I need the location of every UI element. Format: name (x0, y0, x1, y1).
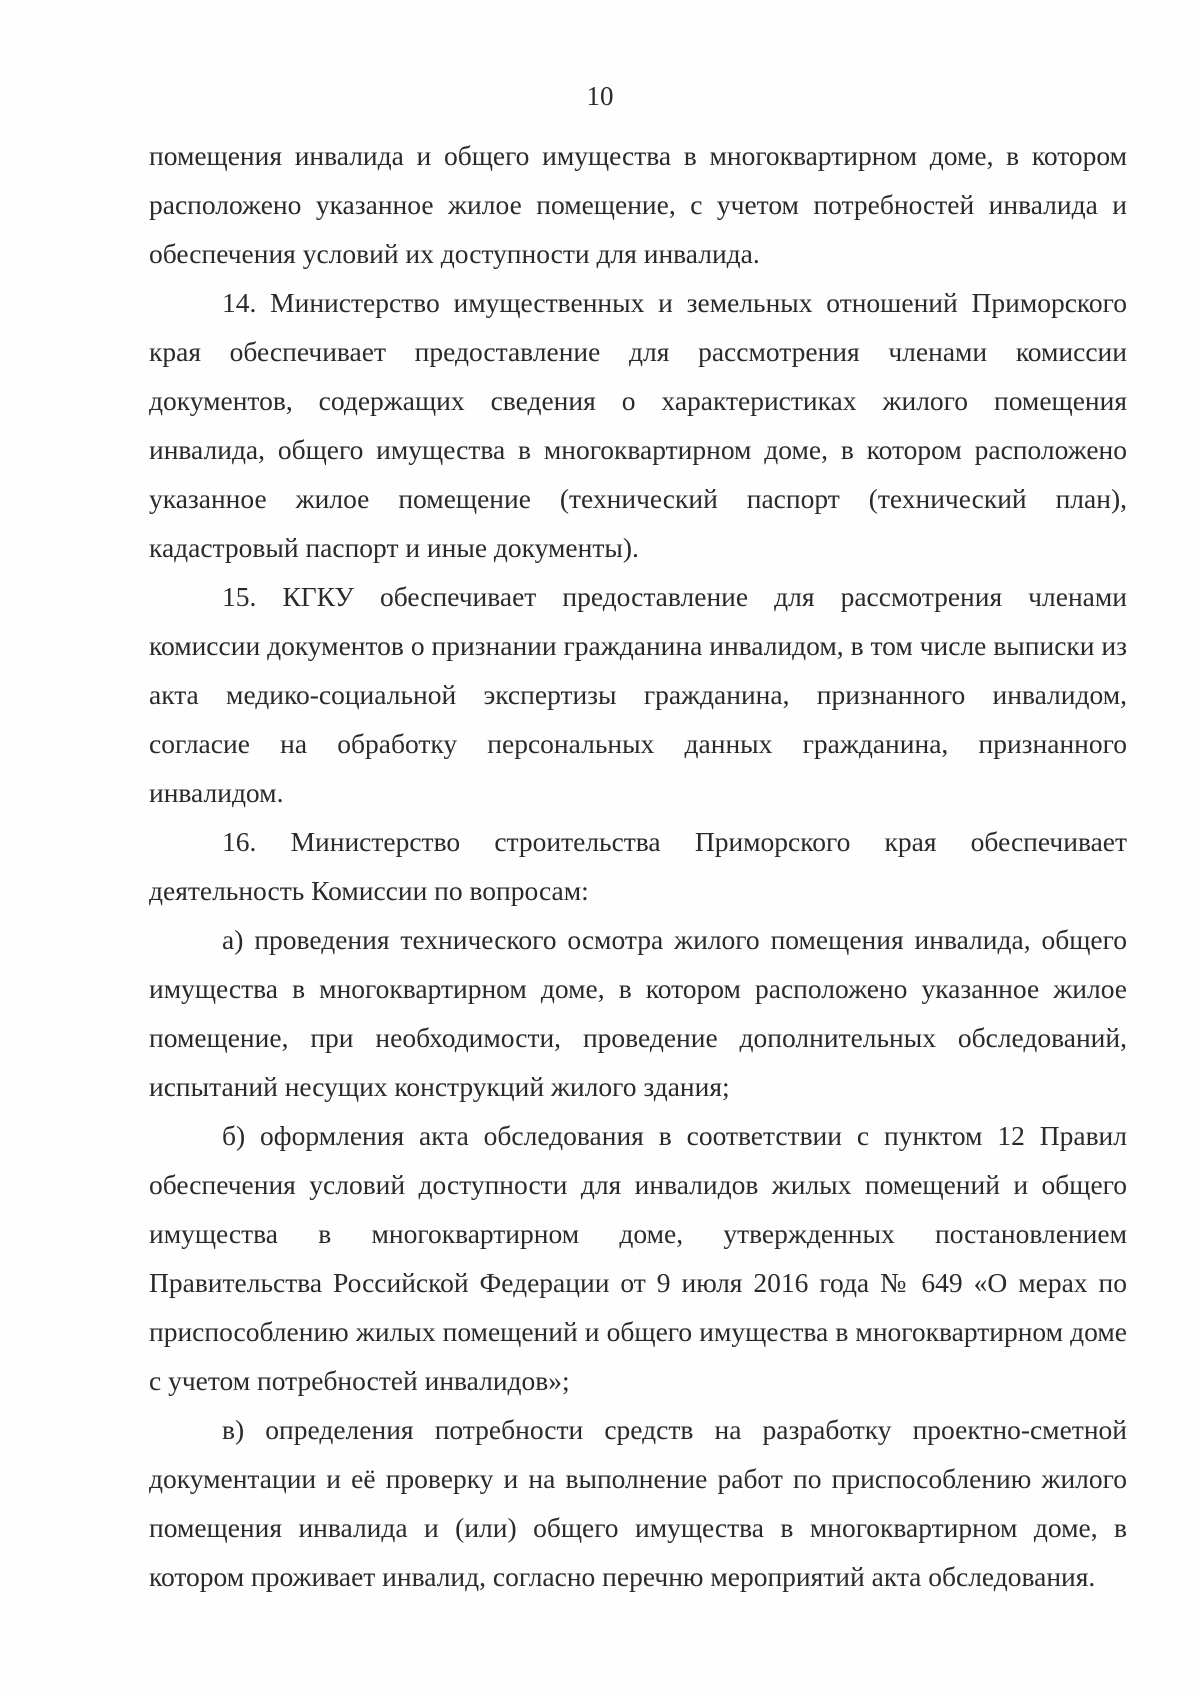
paragraph-subitem-b: б) оформления акта обследования в соответствии с пунктом 12 Правил обеспечения условий доступности для инвалидов жилых помещений и общего имущества в многоквартирном доме, утвержденных постановлением Правительства Российской Федерации от 9 июля 2016 года № 649 «О мерах по приспособлению жилых помещений и общего имущества в многоквартирном доме с учетом потребностей инвалидов»; (149, 1120, 1127, 1396)
paragraph-item-15: 15. КГКУ обеспечивает предоставление для рассмотрения членами комиссии документов о признании гражданина инвалидом, в том числе выписки из акта медико-социальной экспертизы гражданина, признанного инвалидом, согласие на обработку персональных данных гражданина, признанного инвалидом. (149, 581, 1127, 808)
paragraph-subitem-a: а) проведения технического осмотра жилого помещения инвалида, общего имущества в многоквартирном доме, в котором расположено указанное жилое помещение, при необходимости, проведение дополнительных обследований, испытаний несущих конструкций жилого здания; (149, 924, 1127, 1102)
page-number: 10 (586, 81, 614, 111)
document-body (149, 131, 1127, 1601)
paragraph-item-14: 14. Министерство имущественных и земельных отношений Приморского края обеспечивает предоставление для рассмотрения членами комиссии документов, содержащих сведения о характеристиках жилого помещения инвалида, общего имущества в многоквартирном доме, в котором расположено указанное жилое помещение (технический паспорт (технический план), кадастровый паспорт и иные документы). (149, 287, 1127, 563)
paragraph-continuation: помещения инвалида и общего имущества в многоквартирном доме, в котором расположено указанное жилое помещение, с учетом потребностей инвалида и обеспечения условий их доступности для инвалида. (149, 140, 1127, 269)
paragraph-item-16: 16. Министерство строительства Приморского края обеспечивает деятельность Комиссии по вопросам: (149, 826, 1127, 906)
paragraph-subitem-v: в) определения потребности средств на разработку проектно-сметной документации и её проверку и на выполнение работ по приспособлению жилого помещения инвалида и (или) общего имущества в многоквартирном доме, в котором проживает инвалид, согласно перечню мероприятий акта обследования. (149, 1414, 1127, 1592)
